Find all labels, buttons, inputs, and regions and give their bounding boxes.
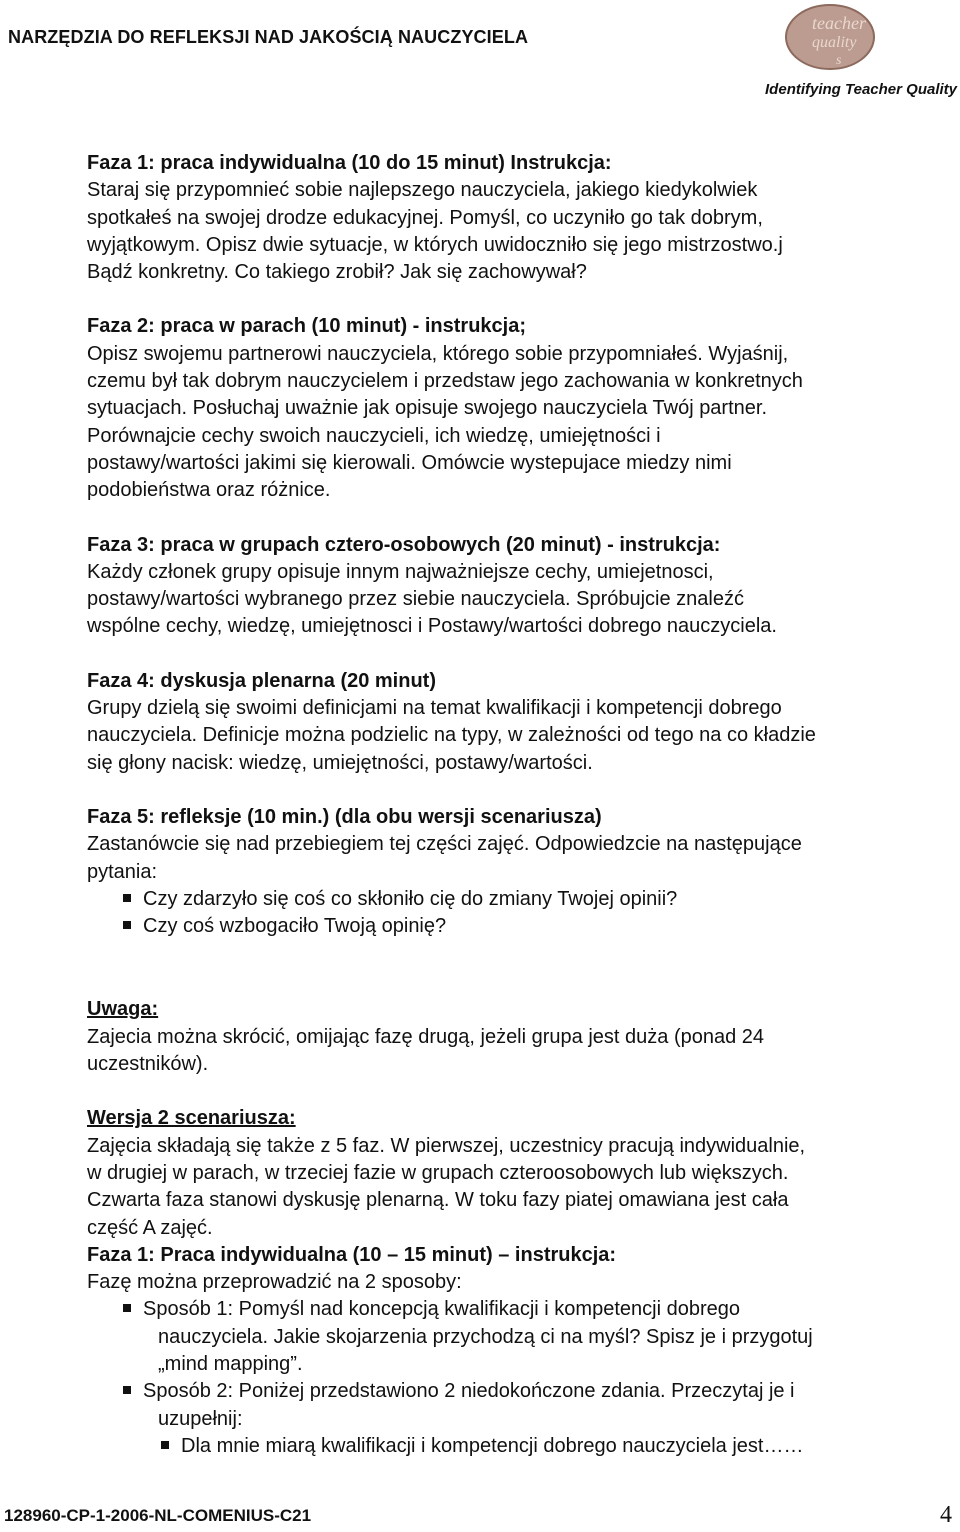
text-line: czemu był tak dobrym nauczycielem i przedstaw jego zachowania w konkretnych <box>87 370 803 393</box>
text-line: się głony nacisk: wiedzę, umiejętności, postawy/wartości. <box>87 751 593 774</box>
text-line: podobieństwa oraz różnice. <box>87 479 331 502</box>
text-line: postawy/wartości wybranego przez siebie nauczyciela. Spróbujcie znaleźć <box>87 588 744 611</box>
phase-2-section <box>87 313 955 504</box>
text-line: Każdy członek grupy opisuje innym najważniejsze cechy, umiejetnosci, <box>87 560 714 583</box>
methods-list <box>87 1296 955 1432</box>
text-line: Opisz swojemu partnerowi nauczyciela, którego sobie przypomniałeś. Wyjaśnij, <box>87 342 789 365</box>
square-bullet-icon <box>123 1386 131 1394</box>
text-line: Zajęcia składają się także z 5 faz. W pierwszej, uczestnicy pracują indywidualnie, <box>87 1134 806 1157</box>
list-item: Czy coś wzbogaciło Twoją opinię? <box>87 913 955 940</box>
text-line: część A zajęć. <box>87 1216 213 1239</box>
text-line: Porównajcie cechy swoich nauczycieli, ich wiedzę, umiejętności i <box>87 424 661 447</box>
svg-text:quality: quality <box>812 34 857 51</box>
note-section <box>87 996 955 1078</box>
phase-2-heading: Faza 2: praca w parach (10 minut) - instrukcja; <box>87 315 527 338</box>
text-line: Zastanówcie się nad przebiegiem tej części zajęć. Odpowiedzcie na następujące <box>87 833 802 856</box>
note-heading: Uwaga: <box>87 998 159 1021</box>
square-bullet-icon <box>123 1304 131 1312</box>
phase-5-section <box>87 804 955 940</box>
header-title: NARZĘDZIA DO REFLEKSJI NAD JAKOŚCIĄ NAUCZYCIELA <box>8 27 529 47</box>
text-line: spotkałeś na swojej drodze edukacyjnej. Pomyśl, co uczyniło go tak dobrym, <box>87 206 763 229</box>
version-2-phase-1-heading: Faza 1: Praca indywidualna (10 – 15 minut) – instrukcja: <box>87 1243 617 1266</box>
phase-3-section <box>87 532 955 641</box>
version-2-heading: Wersja 2 scenariusza: <box>87 1107 296 1130</box>
page-number: 4 <box>940 1502 952 1528</box>
svg-text:s: s <box>836 53 842 68</box>
text-line: Zajecia można skrócić, omijając fazę drugą, jeżeli grupa jest duża (ponad 24 <box>87 1025 765 1048</box>
header-subtitle: Identifying Teacher Quality <box>765 81 957 98</box>
sentence-completion-list <box>87 1433 955 1460</box>
list-item: Czy zdarzyło się coś co skłoniło cię do zmiany Twojej opinii? <box>87 886 955 913</box>
phase-1-heading: Faza 1: praca indywidualna (10 do 15 minut) Instrukcja: <box>87 152 612 174</box>
footer-project-code: 128960-CP-1-2006-NL-COMENIUS-C21 <box>4 1506 312 1525</box>
phase-3-heading: Faza 3: praca w grupach cztero-osobowych (20 minut) - instrukcja: <box>87 533 721 556</box>
reflection-questions-list <box>87 886 955 941</box>
text-line: uczestników). <box>87 1053 209 1076</box>
phase-5-heading: Faza 5: refleksje (10 min.) (dla obu wersji scenariusza) <box>87 805 602 828</box>
text-line: Fazę można przeprowadzić na 2 sposoby: <box>87 1271 462 1294</box>
list-item: Dla mnie miarą kwalifikacji i kompetencji dobrego nauczyciela jest…… <box>87 1433 955 1460</box>
text-line: wspólne cechy, wiedzę, umiejętnosci i Postawy/wartości dobrego nauczyciela. <box>87 615 777 638</box>
text-line: wyjątkowym. Opisz dwie sytuacje, w których uwidoczniło się jego mistrzostwo.j <box>87 233 783 256</box>
phase-4-section <box>87 668 955 777</box>
list-item: Sposób 1: Pomyśl nad koncepcją kwalifikacji i kompetencji dobrego nauczyciela. Jakie skojarzenia przychodzą ci na myśl? Spisz je i przygotuj „mind mapping”. <box>87 1296 955 1378</box>
version-2-section <box>87 1105 955 1460</box>
text-line: nauczyciela. Definicje można podzielic na typy, w zależności od tego na co kładzie <box>87 724 816 747</box>
text-line: w drugiej w parach, w trzeciej fazie w grupach czteroosobowych lub większych. <box>87 1161 789 1184</box>
square-bullet-icon <box>123 894 131 902</box>
text-line: Grupy dzielą się swoimi definicjami na temat kwalifikacji i kompetencji dobrego <box>87 697 782 720</box>
list-item: Sposób 2: Poniżej przedstawiono 2 niedokończone zdania. Przeczytaj je i uzupełnij: <box>87 1378 955 1433</box>
svg-text:teacher: teacher <box>812 13 866 33</box>
text-line: sytuacjach. Posłuchaj uważnie jak opisuje swojego nauczyciela Twój partner. <box>87 397 768 420</box>
text-line: Staraj się przypomnieć sobie najlepszego nauczyciela, jakiego kiedykolwiek <box>87 179 758 202</box>
square-bullet-icon <box>123 921 131 929</box>
square-bullet-icon <box>161 1441 169 1449</box>
document-body <box>87 150 955 1460</box>
text-line: pytania: <box>87 860 158 883</box>
phase-1-section <box>87 150 955 286</box>
teacher-quality-logo <box>782 2 878 72</box>
phase-4-heading: Faza 4: dyskusja plenarna (20 minut) <box>87 669 436 692</box>
text-line: Czwarta faza stanowi dyskusję plenarną. W toku fazy piatej omawiana jest cała <box>87 1189 789 1212</box>
text-line: postawy/wartości jakimi się kierowali. Omówcie wystepujace miedzy nimi <box>87 451 732 474</box>
text-line: Bądź konkretny. Co takiego zrobił? Jak się zachowywał? <box>87 261 587 284</box>
